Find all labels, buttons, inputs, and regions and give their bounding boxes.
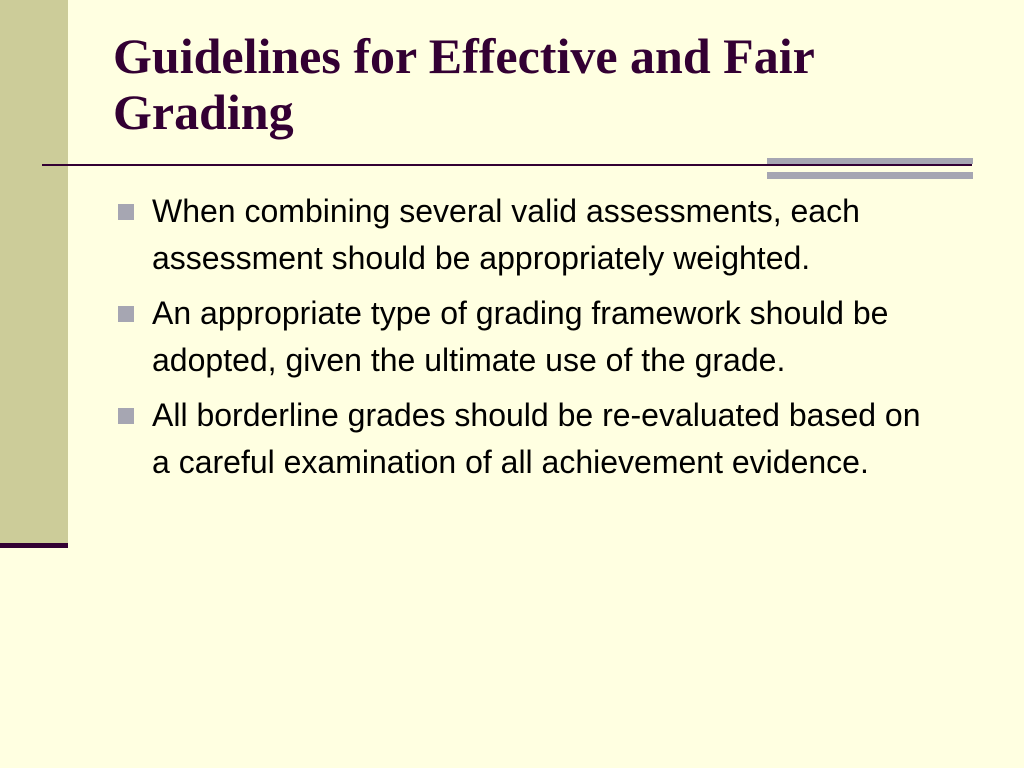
left-decorative-band bbox=[0, 0, 68, 544]
accent-bar-bottom bbox=[767, 172, 973, 179]
slide-title: Guidelines for Effective and Fair Grading bbox=[113, 28, 814, 140]
list-item bbox=[117, 188, 947, 282]
title-divider bbox=[42, 164, 972, 166]
accent-bar-top bbox=[767, 158, 973, 164]
square-bullet-icon bbox=[118, 204, 134, 220]
bullet-text: When combining several valid assessments, each assessment should be appropriately weighted. bbox=[152, 193, 860, 276]
bullet-text: All borderline grades should be re-evaluated based on a careful examination of all achievement evidence. bbox=[152, 397, 921, 480]
bullet-text: An appropriate type of grading framework should be adopted, given the ultimate use of the grade. bbox=[152, 295, 889, 378]
square-bullet-icon bbox=[118, 306, 134, 322]
bullet-list bbox=[117, 188, 947, 494]
list-item bbox=[117, 392, 947, 486]
square-bullet-icon bbox=[118, 408, 134, 424]
list-item bbox=[117, 290, 947, 384]
left-band-rule bbox=[0, 543, 68, 548]
